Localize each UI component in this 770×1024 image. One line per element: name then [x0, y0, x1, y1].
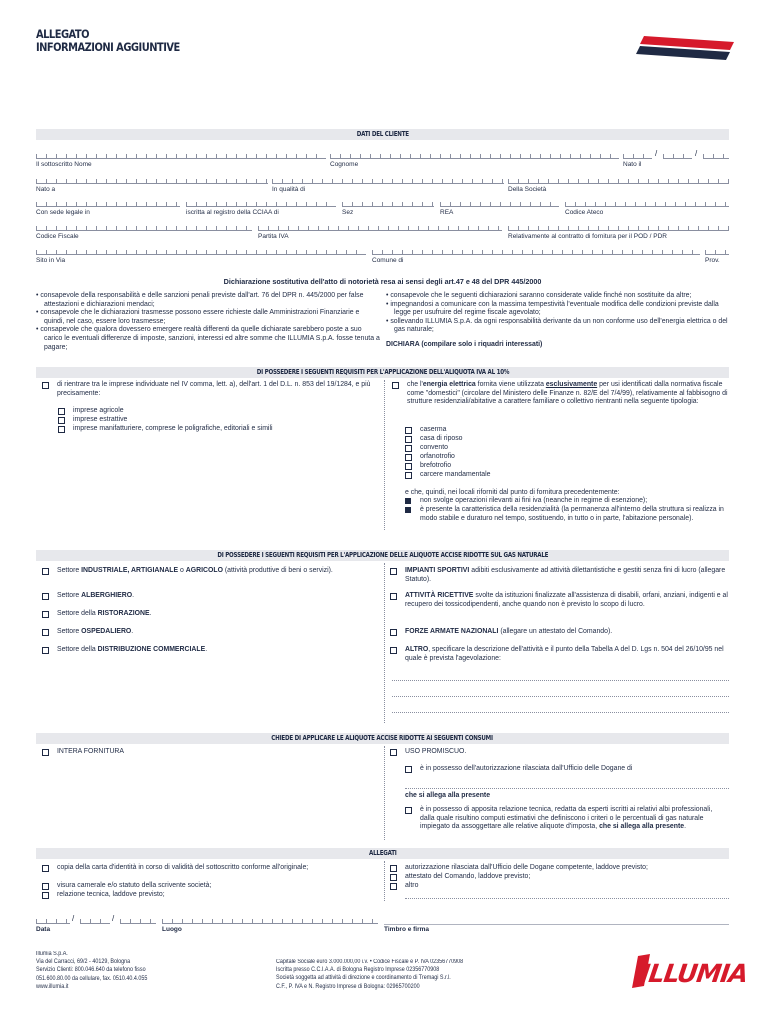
label-luogo: Luogo — [162, 926, 182, 933]
chiede-opt-relazione[interactable] — [405, 806, 727, 832]
allegato-altro-line[interactable] — [405, 898, 729, 899]
declaration-bullet: • consapevole che le seguenti dichiarazioni saranno considerate valide finché non sostituite da altre; — [386, 292, 692, 299]
cognome-field[interactable] — [330, 150, 619, 159]
declaration-bullet: • consapevole che qualora dovessero emergere realtà differenti da quelle dichiarate sarebbero poste a suo carico le eventuali differenze di imposte, sanzioni, interessi ed altre somme che ILLUMIA S.p.A. fosse tenuta a pagare; — [36, 326, 380, 351]
item-label: è in possesso di apposita relazione tecnica, redatta da esperti iscritti ai relativi albi professionali, dalla quale risultino computi estimativi che definiscono i criteri o le percentuali di gas naturale impiegato da assoggettare alle relative aliquote d'imposta, che si allega alla presente. — [420, 806, 713, 831]
iva-right-item[interactable] — [405, 426, 725, 435]
footer-legal-info — [276, 958, 463, 991]
ateco-field[interactable] — [565, 198, 729, 207]
accise-attivita-ricettive[interactable] — [390, 592, 728, 609]
item-label: ATTIVITÀ RICETTIVE svolte da istituzioni finalizzate all'assistenza di disabili, orfani, anziani, indigenti e al recupero dei tossicodipendenti, anche quando non è previsto lo scopo di lucro. — [405, 592, 728, 608]
date-separator: / — [112, 914, 115, 923]
label-timbro-firma: Timbro e firma — [384, 926, 430, 933]
checkbox-iva-imprese[interactable] — [42, 382, 49, 389]
checkbox-forze-armate[interactable] — [390, 629, 397, 636]
data-day-field[interactable] — [36, 915, 70, 924]
prov-field[interactable] — [705, 246, 729, 255]
nato-il-year-field[interactable] — [703, 150, 729, 159]
iva-right-outro: e che, quindi, nei locali riforniti dal punto di fornitura precedentemente: — [405, 489, 620, 496]
allegato-autorizzazione[interactable] — [390, 864, 728, 873]
allegato-relazione[interactable] — [42, 891, 372, 900]
dichiara-label: DICHIARA (compilare solo i riquadri interessati) — [386, 341, 543, 348]
item-label: ALTRO, specificare la descrizione dell'attività e il punto della Tabella A del D. Lgs n. 504 del 26/10/95 nel quale è prevista l'agevolazione: — [405, 646, 724, 662]
label-ateco: Codice Ateco — [565, 209, 604, 216]
label-sito-via: Sito in Via — [36, 257, 66, 264]
footer-line: Servizio Clienti: 800.046.640 da telefono fisso — [36, 967, 146, 974]
accise-altro[interactable] — [390, 646, 728, 663]
title-line-2: INFORMAZIONI AGGIUNTIVE — [36, 40, 180, 54]
allegato-altro[interactable] — [390, 882, 728, 891]
data-year-field[interactable] — [120, 915, 156, 924]
item-label: casa di riposo — [420, 435, 463, 442]
iva-filled-item[interactable] — [405, 497, 727, 506]
item-label: Settore della DISTRIBUZIONE COMMERCIALE. — [57, 646, 208, 653]
title-line-1: ALLEGATO — [36, 27, 90, 41]
accise-distribuzione[interactable] — [42, 646, 378, 655]
iva-left-intro: di rientrare tra le imprese individuate nel IV comma, lett. a), dell'art. 1 del D.L. n. 853 del 19/1284, e più precisamente: — [57, 381, 371, 397]
sede-legale-field[interactable] — [36, 198, 180, 207]
sito-via-field[interactable] — [36, 246, 366, 255]
date-separator: / — [655, 149, 658, 158]
label-prov: Prov. — [705, 257, 720, 264]
checkbox-visura[interactable] — [42, 883, 49, 890]
chiede-uso-promiscuo[interactable] — [390, 748, 728, 757]
checkbox-intera-fornitura[interactable] — [42, 749, 49, 756]
nato-il-day-field[interactable] — [623, 150, 652, 159]
iva-left-option[interactable] — [42, 381, 378, 398]
checkbox-altro[interactable] — [390, 647, 397, 654]
footer-company-info — [36, 950, 147, 991]
footer-website-link[interactable]: www.illumia.it — [36, 983, 69, 990]
label-codice-fiscale: Codice Fiscale — [36, 233, 79, 240]
checkbox-attestato[interactable] — [390, 874, 397, 881]
item-label: INTERA FORNITURA — [57, 748, 124, 755]
nato-a-field[interactable] — [36, 175, 268, 184]
filled-checkbox-icon[interactable] — [405, 507, 411, 513]
item-label: copia della carta d'identità in corso di validità del sottoscritto conforme all'originale; — [57, 864, 309, 871]
accise-ospedaliero[interactable] — [42, 628, 378, 637]
footer-line: C.F., P. IVA e N. Registro Imprese di Bologna: 02965700200 — [276, 983, 420, 990]
item-label: imprese agricole — [73, 407, 124, 414]
label-societa: Della Società — [508, 186, 547, 193]
footer-line: 051.600.80.00 da cellulare, fax. 0510.40.4.055 — [36, 975, 148, 982]
item-label: autorizzazione rilasciata dall'Ufficio delle Dogane competente, laddove previsto; — [405, 864, 648, 871]
chiede-opt1-allega: che si allega alla presente — [405, 792, 491, 799]
checkbox-alberghiero[interactable] — [42, 593, 49, 600]
section-allegati: ALLEGATI — [36, 848, 729, 859]
accise-ristorazione[interactable] — [42, 610, 378, 619]
allegato-carta-identita[interactable] — [42, 864, 342, 873]
checkbox-autorizzazione-dogane[interactable] — [405, 766, 412, 773]
declaration-heading: Dichiarazione sostitutiva dell'atto di notorietà resa ai sensi degli art.47 e 48 del DPR 445/2000 — [223, 277, 542, 286]
luogo-field[interactable] — [162, 915, 378, 924]
label-sede-legale: Con sede legale in — [36, 209, 90, 216]
codice-fiscale-field[interactable] — [36, 222, 252, 231]
checkbox-uso-promiscuo[interactable] — [390, 749, 397, 756]
illumia-logo-text: ILLUMIA — [638, 959, 750, 988]
item-label: imprese estrattive — [73, 416, 128, 423]
item-label: Settore INDUSTRIALE, ARTIGIANALE o AGRICOLO (attività produttive di beni o servizi). — [57, 567, 333, 574]
footer-line: Via del Carracci, 69/2 - 40129, Bologna — [36, 959, 131, 966]
altro-line-3[interactable] — [392, 712, 729, 713]
nato-il-month-field[interactable] — [663, 150, 692, 159]
date-separator: / — [695, 149, 698, 158]
column-divider — [384, 563, 385, 723]
item-label: altro — [405, 882, 419, 889]
label-qualita: In qualità di — [272, 186, 306, 193]
column-divider — [384, 861, 385, 901]
nome-field[interactable] — [36, 150, 326, 159]
section-accise-gas: DI POSSEDERE I SEGUENTI REQUISITI PER L'APPLICAZIONE DELLE ALIQUOTE ACCISE RIDOTTE SUL GAS NATURALE — [36, 550, 729, 561]
item-label: visura camerale e/o statuto della scrivente società; — [57, 882, 212, 889]
label-pod-pdr: Relativamente al contratto di fornitura per il POD / PDR — [508, 233, 667, 240]
section-aliquota-iva: DI POSSEDERE I SEGUENTI REQUISITI PER L'APPLICAZIONE DELL'ALIQUOTA IVA AL 10% — [36, 367, 729, 378]
declaration-bullet: • consapevole della responsabilità e delle sanzioni penali previste dall'art. 76 del DPR n. 445/2000 per false attestazioni e dichiarazioni mendaci; — [36, 292, 364, 308]
iva-right-intro: che l'energia elettrica fornita viene utilizzata esclusivamente per usi identificati dalla normativa fiscale come "domestici" (circolare del Ministero delle Finanze n. 82/E del 7/4/99), relativamente al fabbisogno di strutture residenziali/abitative a carattere familiare o collettivo rientranti nella seguente tipologia: — [407, 381, 728, 406]
iva-right-item[interactable] — [405, 462, 725, 471]
accise-forze-armate[interactable] — [390, 628, 728, 637]
iva-right-item[interactable] — [405, 435, 725, 444]
date-separator: / — [72, 914, 75, 923]
declaration-bullet: • sollevando ILLUMIA S.p.A. da ogni responsabilità derivante da un non conforme uso dell'energia elettrica o del gas naturale; — [386, 317, 728, 334]
item-label: Settore della RISTORAZIONE. — [57, 610, 152, 617]
label-comune: Comune di — [372, 257, 404, 264]
label-cognome: Cognome — [330, 161, 359, 168]
label-sez: Sez — [342, 209, 354, 216]
dogane-line[interactable] — [405, 788, 729, 789]
checkbox-allegato-altro[interactable] — [390, 883, 397, 890]
iva-filled-item[interactable] — [405, 506, 727, 523]
item-label: attestato del Comando, laddove previsto; — [405, 873, 531, 880]
section-dati-cliente: DATI DEL CLIENTE — [36, 129, 729, 140]
accise-industriale[interactable] — [42, 567, 378, 576]
accise-alberghiero[interactable] — [42, 592, 378, 601]
iva-right-item[interactable] — [405, 444, 725, 453]
accise-impianti-sportivi[interactable] — [390, 567, 728, 584]
checkbox-relazione[interactable] — [42, 892, 49, 899]
footer-line: Società soggetta ad attività di direzione e coordinamento di Tremagi S.r.l. — [276, 975, 451, 982]
declaration-bullet: • impegnandosi a comunicare con la massima tempestività l'eventuale modifica delle condizioni previste dalla legge per usufruire del regime fiscale agevolato; — [386, 300, 719, 317]
item-label: relazione tecnica, laddove previsto; — [57, 891, 165, 898]
item-label: imprese manifatturiere, comprese le poligrafiche, editoriali e simili — [73, 425, 273, 432]
label-data: Data — [36, 926, 51, 933]
label-nato-il: Nato il — [623, 161, 642, 168]
rea-field[interactable] — [440, 198, 559, 207]
declaration-bullet: • consapevole che le dichiarazioni trasmesse possono essere richieste dalle Amministrazioni Finanziarie e quindi, nel caso, essere loro trasmesse; — [36, 309, 360, 325]
label-nato-a: Nato a — [36, 186, 56, 193]
checkbox-relazione-tecnica[interactable] — [405, 807, 412, 814]
iva-left-item[interactable] — [58, 416, 378, 425]
checkbox-iva-domestici[interactable] — [392, 382, 399, 389]
iva-left-item[interactable] — [58, 407, 378, 416]
iva-left-item[interactable] — [58, 425, 378, 434]
checkbox-brefotrofio[interactable] — [405, 463, 412, 470]
checkbox-carcere[interactable] — [405, 472, 412, 479]
qualita-field[interactable] — [272, 175, 504, 184]
checkbox-imprese-agricole[interactable] — [58, 408, 65, 415]
item-label: carcere mandamentale — [420, 471, 491, 478]
checkbox-industriale[interactable] — [42, 568, 49, 575]
allegato-attestato[interactable] — [390, 873, 728, 882]
item-label: è in possesso dell'autorizzazione rilasciata dall'Ufficio delle Dogane di — [420, 765, 633, 772]
footer-line: Capitale Sociale euro 3.000.000,00 i.v. • Codice Fiscale e P. IVA 02356770908 — [276, 959, 464, 965]
filled-checkbox-icon[interactable] — [405, 498, 411, 504]
declaration-right — [386, 292, 729, 335]
column-divider — [384, 746, 385, 840]
allegato-visura[interactable] — [42, 882, 372, 891]
altro-line-1[interactable] — [392, 680, 729, 681]
chiede-intera-fornitura[interactable] — [42, 748, 372, 757]
illumia-logo-mark-icon — [634, 34, 734, 60]
footer-line: Illumia S.p.A. — [36, 951, 68, 957]
cciaa-field[interactable] — [186, 198, 336, 207]
checkbox-attivita-ricettive[interactable] — [390, 593, 397, 600]
item-label: brefotrofio — [420, 462, 452, 469]
item-label: USO PROMISCUO. — [405, 748, 467, 755]
item-label: FORZE ARMATE NAZIONALI (allegare un attestato del Comando). — [405, 628, 613, 635]
firma-line[interactable] — [384, 924, 729, 925]
iva-right-item[interactable] — [405, 471, 725, 480]
checkbox-carta-identita[interactable] — [42, 865, 49, 872]
checkbox-impianti-sportivi[interactable] — [390, 568, 397, 575]
declaration-left — [36, 292, 380, 352]
checkbox-imprese-estrattive[interactable] — [58, 417, 65, 424]
chiede-opt-autorizzazione[interactable] — [405, 765, 727, 774]
item-label: IMPIANTI SPORTIVI adibiti esclusivamente ad attività dilettantistiche e gestiti senza fini di lucro (allegare Statuto). — [405, 567, 726, 583]
data-month-field[interactable] — [80, 915, 110, 924]
item-label: orfanotrofio — [420, 453, 455, 460]
iva-right-option[interactable] — [392, 381, 728, 407]
altro-line-2[interactable] — [392, 696, 729, 697]
checkbox-imprese-manifatturiere[interactable] — [58, 426, 65, 433]
checkbox-autorizzazione[interactable] — [390, 865, 397, 872]
label-partita-iva: Partita IVA — [258, 233, 289, 240]
checkbox-ospedaliero[interactable] — [42, 629, 49, 636]
checkbox-casa-riposo[interactable] — [405, 436, 412, 443]
partita-iva-field[interactable] — [258, 222, 502, 231]
societa-field[interactable] — [508, 175, 729, 184]
checkbox-convento[interactable] — [405, 445, 412, 452]
item-label: è presente la caratteristica della residenzialità (la permanenza all'interno della struttura si realizza in modo stabile e duraturo nel tempo, sostituendo, in tutto o in parte, l'abitazione personale). — [420, 506, 724, 522]
pod-pdr-field[interactable] — [508, 222, 729, 231]
illumia-logo — [630, 950, 750, 990]
label-nome: Il sottoscritto Nome — [36, 161, 92, 168]
item-label: Settore ALBERGHIERO. — [57, 592, 134, 599]
item-label: caserma — [420, 426, 447, 433]
iva-right-item[interactable] — [405, 453, 725, 462]
comune-field[interactable] — [372, 246, 700, 255]
column-divider — [384, 380, 385, 530]
item-label: convento — [420, 444, 448, 451]
sez-field[interactable] — [342, 198, 434, 207]
page-title — [36, 28, 180, 54]
item-label: non svolge operazioni rilevanti ai fini iva (neanche in regime di esenzione); — [420, 497, 648, 504]
checkbox-distribuzione[interactable] — [42, 647, 49, 654]
section-chiede: CHIEDE DI APPLICARE LE ALIQUOTE ACCISE RIDOTTE AI SEGUENTI CONSUMI — [36, 733, 729, 744]
checkbox-ristorazione[interactable] — [42, 611, 49, 618]
label-rea: REA — [440, 209, 454, 216]
checkbox-caserma[interactable] — [405, 427, 412, 434]
footer-line: Iscritta presso C.C.I.A.A. di Bologna Registro Imprese 02356770908 — [276, 967, 440, 974]
item-label: Settore OSPEDALIERO. — [57, 628, 134, 635]
checkbox-orfanotrofio[interactable] — [405, 454, 412, 461]
label-cciaa: iscritta al registro della CCIAA di — [186, 209, 279, 216]
